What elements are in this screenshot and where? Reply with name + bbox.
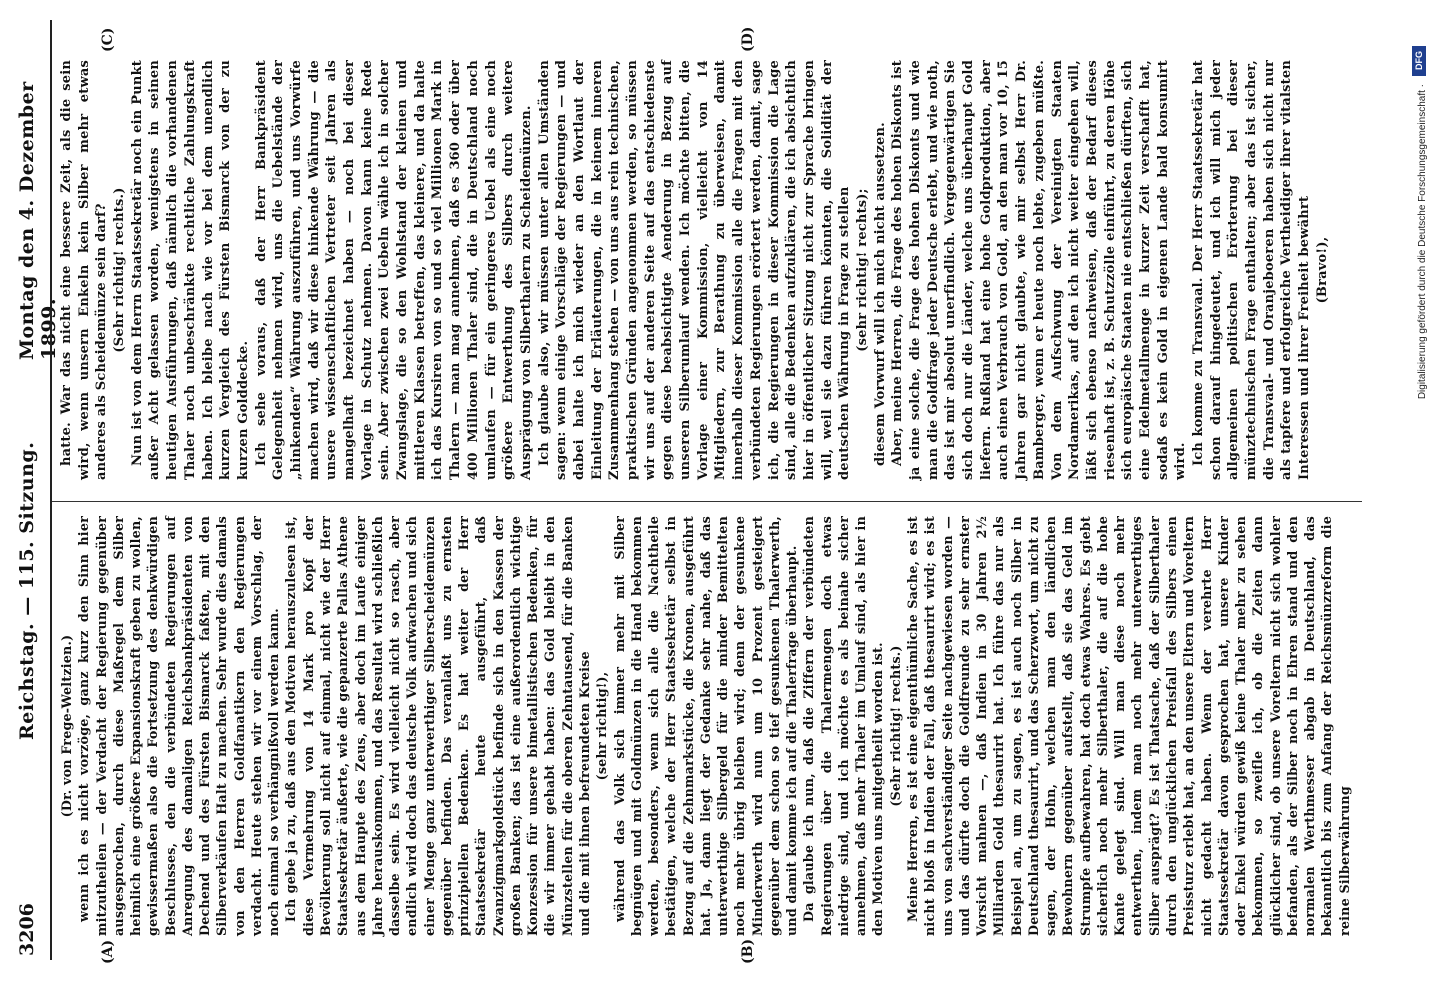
interjection: (Sehr richtig! rechts.) [887, 645, 903, 807]
paragraph: diesem Vorwurf will ich mich nicht aussetzen. [872, 122, 888, 466]
session-title: Reichstag. — 115. Sitzung. [16, 441, 38, 740]
session-date: Montag den 4. Dezember 1899. [16, 81, 60, 360]
dfg-logo: DFG [1412, 46, 1426, 76]
interjection: (sehr richtig!), [594, 671, 610, 781]
paragraph: Ich gebe ja zu, daß aus den Motiven herauszulesen ist, diese Vermehrung von 14 Mark pro Kopf der Bevölkerung soll nicht auf einmal, nicht wie der Herr Staatssekretär äußerte, wie die gepanzerte Pallas Athene aus dem Haupte des Zeus, aber doch im Laufe einiger Jahre herauskommen, und das Resultat wird schließlich dasselbe sein. Es wird vielleicht nicht so rasch, aber endlich wird doch das deutsche Volk aufwachen und sich einer Menge ganz unterwerthiger Silberscheidemünzen gegenüber befinden. Das veranlaßt uns zu ernsten prinzipiellen Bedenken. Es hat weiter der Herr Staatssekretär heute ausgeführt, daß Zwanzigmarkgoldstück befinde sich in den Kassen der großen Banken; das ist eine außerordentlich wichtige Konzession für unsere bimetallistischen Bedenken, für die wir immer gehabt haben: das Gold bleibt in den Münzstellen für die oberen Zehntausend, für die Banken und die mit ihnen befreundeten Kreise [283, 516, 592, 936]
paragraph: hatte. War das nicht eine bessere Zeit, als die sein wird, wenn unsern Enkeln kein Silber mehr etwas anderes als Scheidemünze sein darf? [59, 60, 110, 480]
column-divider [52, 501, 1362, 502]
paragraph: wenn ich es nicht vorzöge, ganz kurz den Sinn hier mitzutheilen — der Verdacht der Regierung gegenüber ausgesprochen, durch diese Maßregel dem Silber heimlich eine größere Expansionskraft geben zu wollen, gewissermaßen also die Fortsetzung des denkwürdigen Beschlusses, den die verbündeten Regierungen auf Anregung des damaligen Reichsbankpräsidenten von Dechend und des Fürsten Bismarck faßten, mit den Silberverkäufen Halt zu machen. Sehr wurde dies damals von den Herren Goldfanatikern den Regierungen verdacht. Heute stehen wir vor einem Vorschlag, der noch einmal so verhängnißvoll werden kann. [76, 516, 282, 936]
digitization-credit: Digitalisierung gefördert durch die Deutsche Forschungsgemeinschaft · [1417, 84, 1428, 400]
header-rule [50, 20, 52, 960]
page-header [16, 24, 60, 970]
margin-mark-c: (C) [100, 27, 116, 52]
column-left [58, 516, 1353, 936]
column-right [58, 60, 1332, 480]
margin-mark-a: (A) [100, 939, 116, 964]
interjection: (sehr richtig! rechts); [854, 188, 870, 352]
paragraph: Da glaube ich nun, daß die Ziffern der verbündeten Regierungen über die Thalermengen doch etwas niedrige sind, und ich möchte es als beinahe sicher annehmen, daß mehr Thaler im Umlauf sind, als hier in den Motiven uns mitgetheilt worden ist. [801, 516, 886, 936]
margin-mark-b: (B) [740, 938, 756, 964]
paragraph: während das Volk sich immer mehr mit Silber begnügen und mit Goldmünzen in die Hand bekommen werden, besonders, wenn sich alle die Nachtheile bestätigen, welche der Herr Staatssekretär selbst in Bezug auf die Zehnmarkstücke, die Kronen, ausgeführt hat. Ja, dann liegt der Gedanke sehr nahe, daß das unterwerthige Silbergeld für die minder Bemittelten noch mehr übrig bleiben wird; denn der gesunkene Minderwerth wird nun um 10 Prozent gesteigert gegenüber dem schon so tief gesunkenen Thalerwerth, und damit komme ich auf die Thalerfrage überhaupt. [611, 516, 800, 936]
digitization-sidebar [1412, 40, 1428, 700]
paragraph: Ich komme zu Transvaal. Der Herr Staatssekretär hat schon darauf hingedeutet, und ich will mich jeder allgemeinen politischen Erörterung bei dieser münztechnischen Frage enthalten; aber das ist sicher, die Transvaal- und Oranjeboeren haben sich nicht nur als tapfere und erfolgreiche Vertheidiger ihrer vitalsten Interessen und ihrer Freiheit bewährt [1191, 60, 1313, 480]
interjection: (Sehr richtig! rechts.) [112, 187, 128, 353]
speaker-label: (Dr. von Frege-Weltzien.) [59, 634, 74, 818]
interjection: (Bravo!), [1314, 236, 1330, 304]
paragraph: Meine Herren, es ist eine eigenthümliche Sache, es ist nicht bloß in Indien der Fall, daß thesaurirt wird; es ist uns von sachverständiger Seite nachgewiesen worden — und das dürfte doch die Goldfreunde zu sehr ernster Vorsicht mahnen —, daß Indien in 30 Jahren 2½ Milliarden Gold thesaurirt hat. Ich führe das nur als Beispiel an, um zu sagen, es ist auch noch Silber in Deutschland thesaurirt, und das Scherzwort, um nicht zu sagen, der Hohn, welchen man den ländlichen Bewohnern gegenüber aufstellt, daß sie das Geld im Strumpfe aufbewahren, hat doch etwas Wahres. Es giebt sicherlich noch mehr Silberthaler, die auf die hohe Kante gelegt sind. Will man diese noch mehr entwerthen, indem man noch mehr unterwerthiges Silber ausprägt? Es ist Thatsache, daß der Silberthaler durch den unglücklichen Preisfall des Silbers einen Preissturz erlebt hat, an den unsere Eltern und Voreltern nicht gedacht haben. Wenn der verehrte Herr Staatssekretär davon gesprochen hat, unsere Kinder oder Enkel würden gewiß keine Thaler mehr zu sehen bekommen, so zweifle ich, ob die Zeiten dann glücklicher sind, ob unsere Voreltern nicht sich wohler befanden, als der Silber noch in Ehren stand und den normalen Werthmesser abgab in Deutschland, das bekanntlich bis zum Anfang der Reichsmünzreform die reine Silberwährung [905, 516, 1352, 936]
paragraph: Aber, meine Herren, die Frage des hohen Diskonts ist ja eine solche, die Frage des hohen Diskonts und wie man die Goldfrage jeder Deutsche erlebt, und wie noth, das ist mir absolut unerfindlich. Vergegenwärtigen Sie sich doch nur die Länder, welche uns überhaupt Gold liefern. Rußland hat eine hohe Goldproduktion, aber auch einen Verbrauch von Gold, an den man vor 10, 15 Jahren gar nicht glaubte, wie mir selbst Herr Dr. Bamberger, wenn er heute noch lebte, zugeben müßte. Von dem Aufschwung der Vereinigten Staaten Nordamerikas, auf den ich nicht weiter eingehen will, läßt sich ebenso nachweisen, daß der Bedarf dieses riesenhaft ist, z. B. Schutzzölle einführt, zu deren Höhe sich europäische Staaten nie entschließen dürften, sich eine Edelmetallmenge in kurzer Zeit verschafft hat, sodaß es kein Gold in eigenen Lande bald konsumirt wird. [890, 60, 1189, 480]
paragraph: Ich sehe voraus, daß der Herr Bankpräsident Gelegenheit nehmen wird, uns die Uebelstände der „hinkenden“ Währung auszuführen, und uns Vorwürfe machen wird, daß wir diese hinkende Währung — die unsere wissenschaftlichen Vertreter seit Jahren als mangelhaft bezeichnet haben — noch bei dieser Vorlage in Schutz nehmen. Davon kann keine Rede sein. Aber zwischen zwei Uebeln wähle ich in solcher Zwangslage, die so den Wohlstand der kleinen und mittleren Klassen betreffen, das kleinere, und da halte ich das Kursiren von so und so viel Millionen Mark in Thalern — man mag annehmen, daß es 360 oder über 400 Millionen Thaler sind, die in Deutschland noch umlaufen — für ein geringeres Uebel als eine noch größere Entwerthung des Silbers durch weitere Ausprägung von Silberthalern zu Scheidemünzen. [253, 60, 534, 480]
paragraph: Ich glaube also, wir müssen unter allen Umständen sagen: wenn einige Vorschläge der Regierungen — und dabei halte ich mich wieder an den Wortlaut der Einleitung der Erläuterungen, die in keinem inneren Zusammenhang stehen — von uns aus rein technischen, praktischen Gründen angenommen werden, so müssen wir uns auf der anderen Seite auf das entschiedenste gegen diese beabsichtigte Aenderung in Bezug auf unseren Silberumlauf wenden. Ich möchte bitten, die Vorlage einer Kommission, vielleicht von 14 Mitgliedern, zur Berathung zu überweisen, damit innerhalb dieser Kommission alle die Fragen mit den verbündeten Regierungen erörtert werden, damit, sage ich, die Regierungen in dieser Kommission die Lage sind, alle die Bedenken aufzuklären, die ich absichtlich hier in öffentlicher Sitzung nicht zur Sprache bringen will, weil sie dazu führen könnten, die Solidität der deutschen Währung in Frage zu stellen [536, 60, 853, 480]
paragraph: Nun ist von dem Herrn Staatssekretär noch ein Punkt außer Acht gelassen worden, wenigstens in seinen heutigen Ausführungen, daß nämlich die vorhandenen Thaler noch unbeschränkte rechtliche Zahlungskraft haben. Ich bleibe nach wie vor bei dem unendlich kurzen Vergleich des Fürsten Bismarck von der zu kurzen Golddecke. [129, 60, 251, 480]
page-number: 3206 [16, 903, 38, 956]
margin-mark-d: (D) [740, 26, 756, 52]
